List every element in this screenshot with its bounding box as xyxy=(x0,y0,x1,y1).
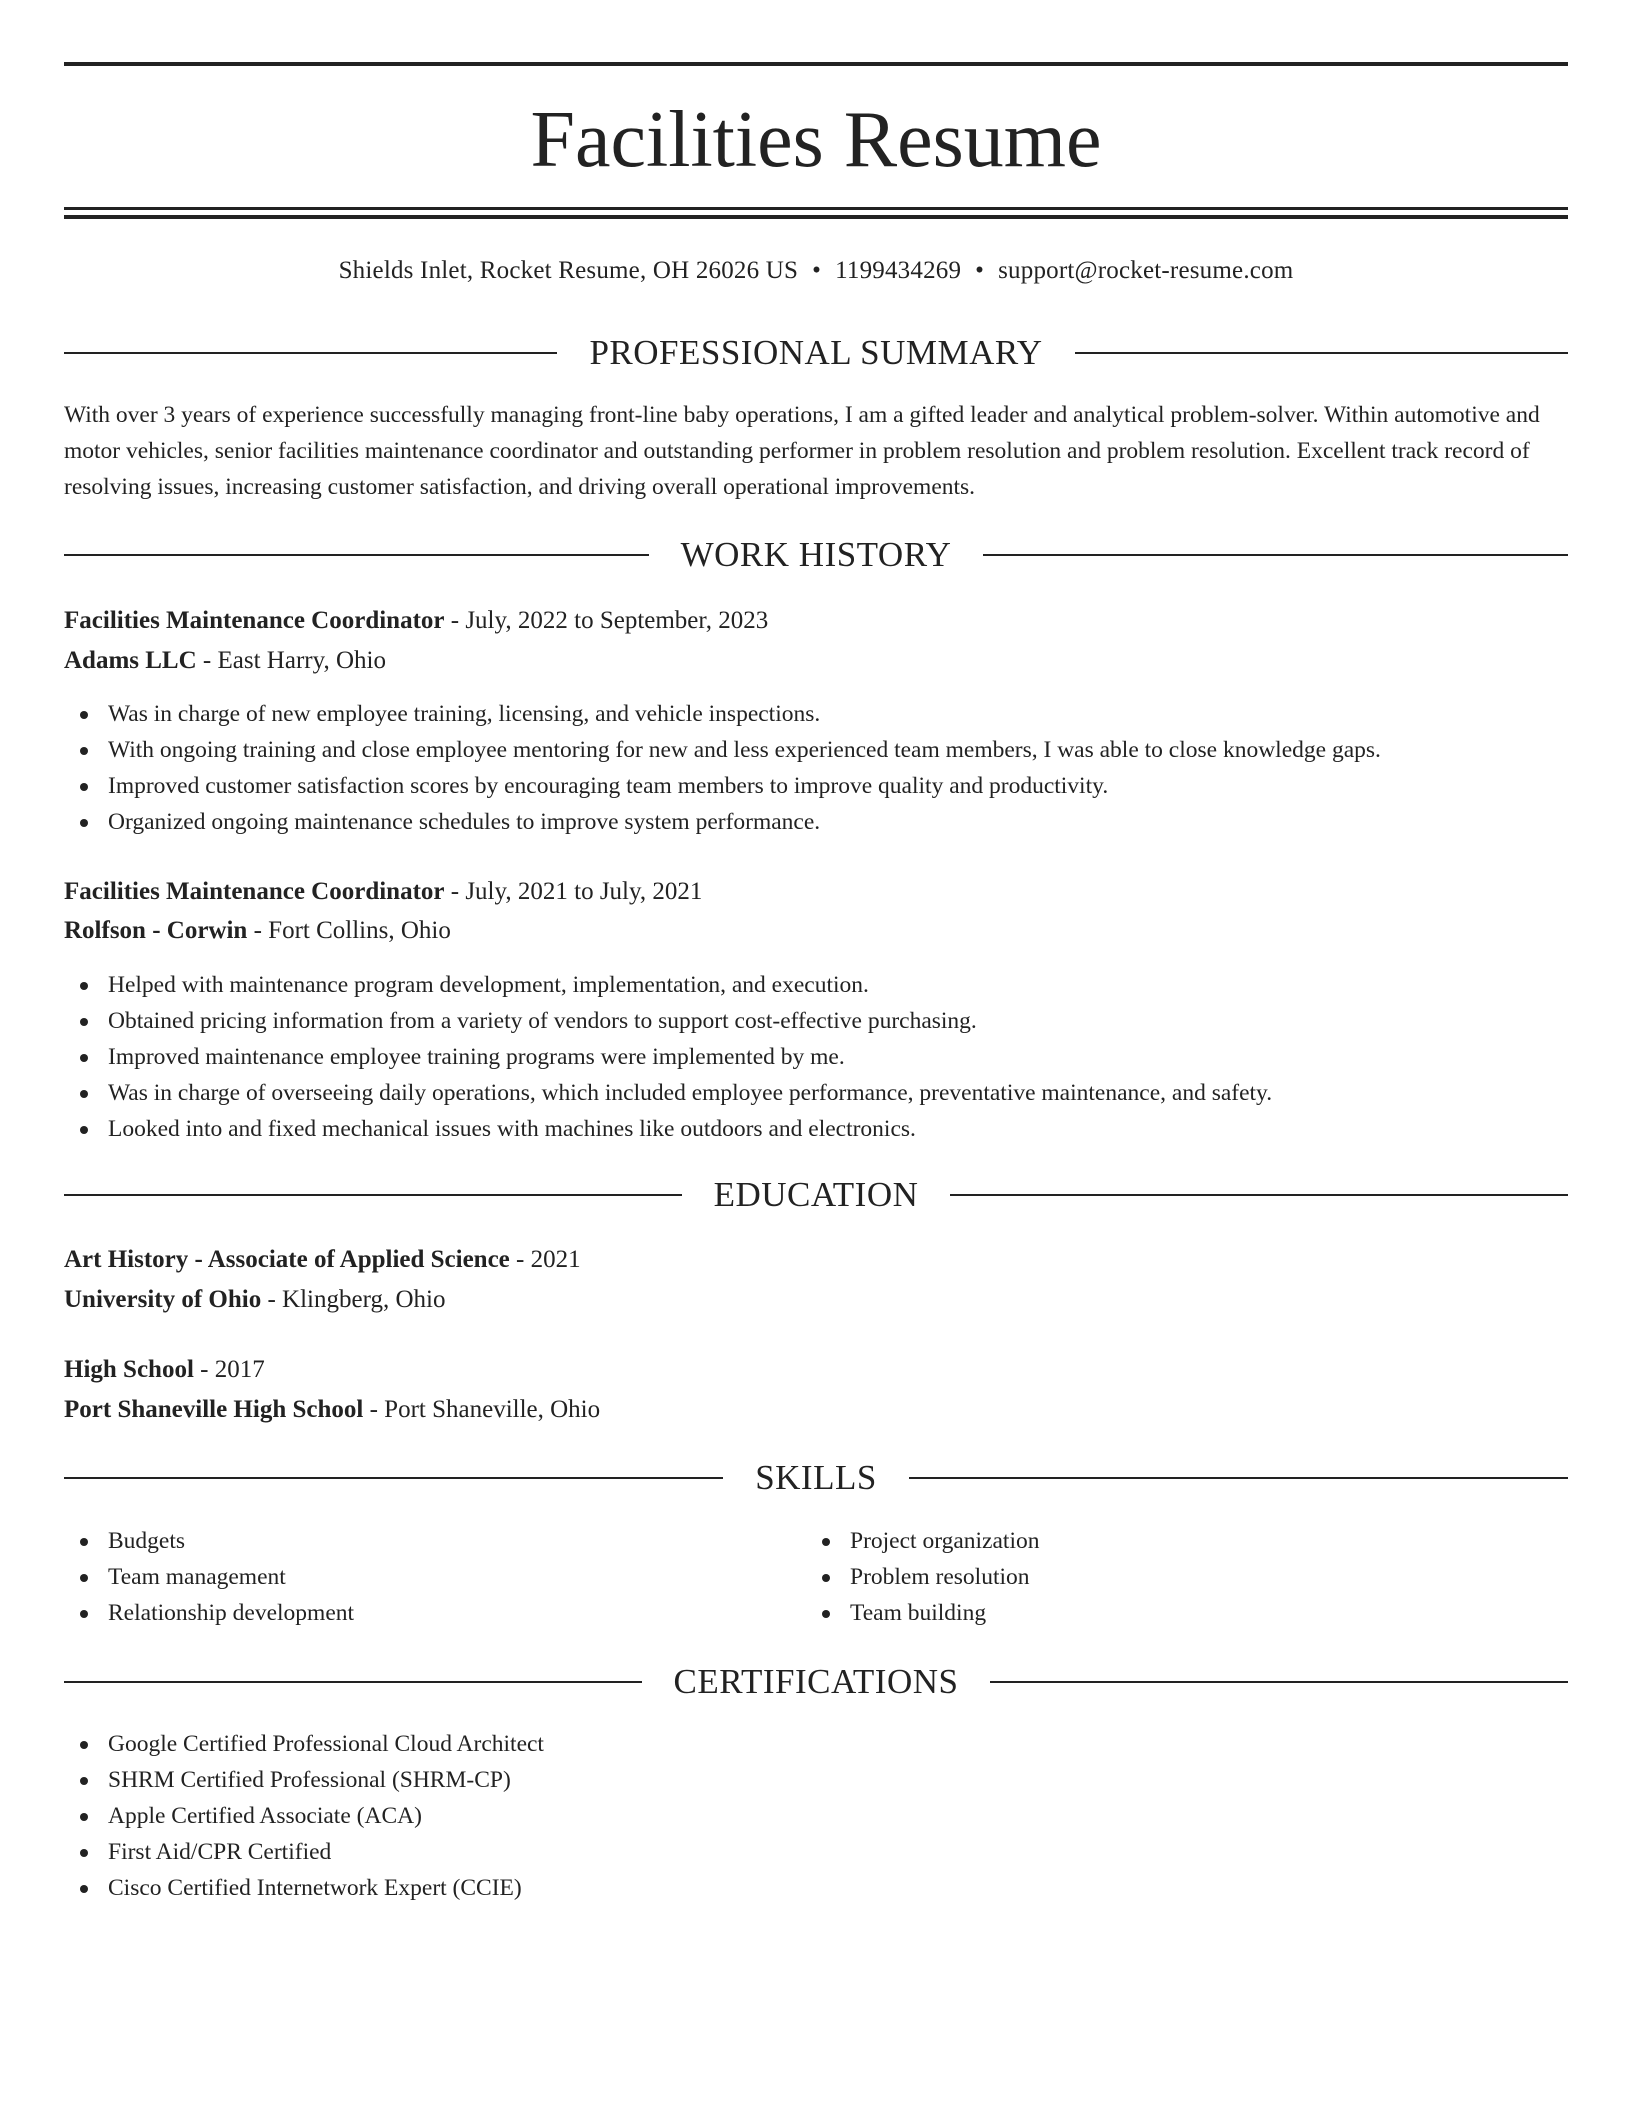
section-title: PROFESSIONAL SUMMARY xyxy=(589,333,1043,372)
header-double-rule-lower xyxy=(64,215,1568,219)
heading-rule-left xyxy=(64,554,649,556)
education-degree-line xyxy=(64,1353,1568,1387)
job-location: - East Harry, Ohio xyxy=(196,647,386,674)
header-top-rule xyxy=(64,62,1568,66)
skills-list-right xyxy=(806,1523,1039,1631)
certifications-list xyxy=(64,1726,544,1906)
job-bullet: Obtained pricing information from a variety of vendors to support cost-effective purchasing. xyxy=(64,1003,1272,1039)
education-location: - Klingberg, Ohio xyxy=(261,1286,446,1313)
job-title-line xyxy=(64,875,1568,909)
section-heading-certifications xyxy=(64,1662,1568,1702)
job-bullet: Helped with maintenance program development, implementation, and execution. xyxy=(64,967,1272,1003)
certification-item: Google Certified Professional Cloud Architect xyxy=(64,1726,544,1762)
contact-address: Shields Inlet, Rocket Resume, OH 26026 US xyxy=(338,257,799,284)
summary-text: With over 3 years of experience successfully managing front-line baby operations, I am a gifted leader and analytical problem-solver. Within automotive and motor vehicles, senior facilities maintenance coordinator and outstanding performer in problem resolution and problem resolution. Excellent track record of resolving issues, increasing customer satisfaction, and driving overall operational improvements. xyxy=(64,402,1540,500)
heading-rule-left xyxy=(64,1681,642,1683)
job-bullet: With ongoing training and close employee mentoring for new and less experienced team members, I was able to close knowledge gaps. xyxy=(64,732,1381,768)
certification-item: Apple Certified Associate (ACA) xyxy=(64,1798,544,1834)
section-title: EDUCATION xyxy=(713,1175,919,1214)
certification-item: Cisco Certified Internetwork Expert (CCIE) xyxy=(64,1870,544,1906)
job-bullet: Was in charge of new employee training, licensing, and vehicle inspections. xyxy=(64,696,1381,732)
skill-item: Project organization xyxy=(806,1523,1039,1559)
skill-item: Budgets xyxy=(64,1523,354,1559)
education-degree: Art History - Associate of Applied Science xyxy=(64,1246,510,1273)
certification-item: SHRM Certified Professional (SHRM-CP) xyxy=(64,1762,544,1798)
contact-separator: • xyxy=(975,257,985,284)
job-title-line xyxy=(64,604,1568,638)
job-company-line xyxy=(64,914,1568,948)
job-bullet: Improved customer satisfaction scores by encouraging team members to improve quality and productivity. xyxy=(64,768,1381,804)
section-heading-education xyxy=(64,1175,1568,1215)
job-bullet: Improved maintenance employee training programs were implemented by me. xyxy=(64,1039,1272,1075)
job-company: Adams LLC xyxy=(64,647,197,674)
section-title: WORK HISTORY xyxy=(680,535,952,574)
section-heading-summary xyxy=(64,333,1568,373)
resume-title: Facilities Resume xyxy=(530,96,1102,184)
contact-separator: • xyxy=(812,257,822,284)
job-title: Facilities Maintenance Coordinator xyxy=(64,607,445,634)
education-school-line xyxy=(64,1393,1568,1427)
section-title: CERTIFICATIONS xyxy=(673,1662,959,1701)
heading-rule-right xyxy=(1075,352,1568,354)
section-heading-skills xyxy=(64,1458,1568,1498)
job-title: Facilities Maintenance Coordinator xyxy=(64,878,445,905)
section-title: SKILLS xyxy=(755,1458,877,1497)
job-location: - Fort Collins, Ohio xyxy=(247,917,451,944)
education-degree-line xyxy=(64,1243,1568,1277)
heading-rule-right xyxy=(983,554,1568,556)
contact-phone: 1199434269 xyxy=(835,257,962,284)
heading-rule-right xyxy=(950,1194,1568,1196)
skills-list-left xyxy=(64,1523,354,1631)
education-year: - 2021 xyxy=(509,1246,581,1273)
job-company: Rolfson - Corwin xyxy=(64,917,248,944)
section-heading-work-history xyxy=(64,535,1568,575)
skill-item: Team management xyxy=(64,1559,354,1595)
contact-email: support@rocket-resume.com xyxy=(998,257,1294,284)
job-bullet: Looked into and fixed mechanical issues with machines like outdoors and electronics. xyxy=(64,1111,1272,1147)
job-bullet-list xyxy=(64,696,1381,840)
job-bullet-list xyxy=(64,967,1272,1147)
heading-rule-left xyxy=(64,1477,723,1479)
heading-rule-left xyxy=(64,1194,682,1196)
contact-line xyxy=(64,254,1568,288)
education-school-line xyxy=(64,1283,1568,1317)
job-bullet: Was in charge of overseeing daily operations, which included employee performance, preventative maintenance, and safety. xyxy=(64,1075,1272,1111)
heading-rule-right xyxy=(909,1477,1568,1479)
skill-item: Relationship development xyxy=(64,1595,354,1631)
heading-rule-left xyxy=(64,352,557,354)
job-dates: - July, 2022 to September, 2023 xyxy=(444,607,769,634)
skill-item: Problem resolution xyxy=(806,1559,1039,1595)
header-double-rule-upper xyxy=(64,207,1568,210)
education-degree: High School xyxy=(64,1356,194,1383)
certification-item: First Aid/CPR Certified xyxy=(64,1834,544,1870)
heading-rule-right xyxy=(990,1681,1568,1683)
job-dates: - July, 2021 to July, 2021 xyxy=(444,878,703,905)
education-year: - 2017 xyxy=(193,1356,265,1383)
education-location: - Port Shaneville, Ohio xyxy=(363,1396,601,1423)
skill-item: Team building xyxy=(806,1595,1039,1631)
education-school: Port Shaneville High School xyxy=(64,1396,364,1423)
job-company-line xyxy=(64,644,1568,678)
education-school: University of Ohio xyxy=(64,1286,262,1313)
job-bullet: Organized ongoing maintenance schedules to improve system performance. xyxy=(64,804,1381,840)
